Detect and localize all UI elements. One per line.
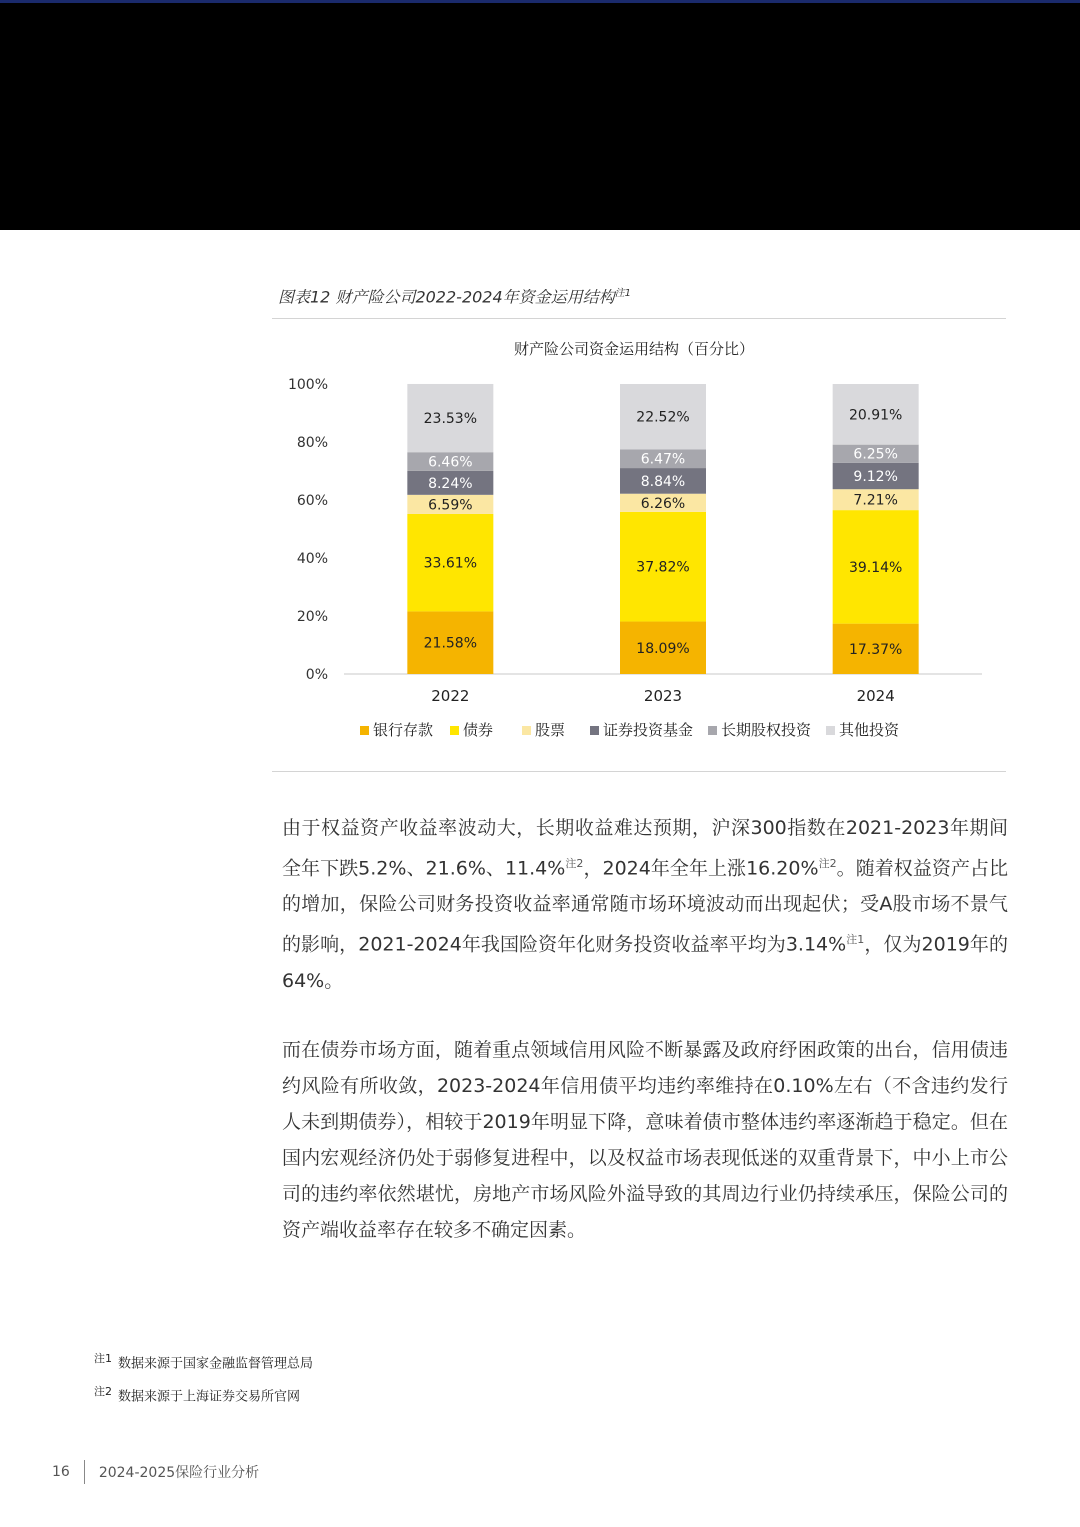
legend-swatch (590, 726, 599, 735)
legend-swatch (826, 726, 835, 735)
bar-value-label: 23.53% (423, 411, 478, 428)
header-banner (0, 0, 1080, 230)
footnote-1-mark: 注1 (94, 1352, 112, 1365)
footnote-ref: 注1 (846, 933, 865, 947)
y-tick-label: 20% (296, 609, 328, 625)
footnote-ref: 注2 (565, 857, 584, 870)
page-footer (52, 1460, 259, 1484)
y-tick-label: 40% (296, 551, 328, 567)
bar-value-label: 18.09% (636, 640, 690, 657)
paragraph-equity (282, 810, 1008, 999)
bar-value-label: 37.82% (636, 559, 690, 576)
footnote-2-text: 数据来源于上海证券交易所官网 (118, 1389, 301, 1405)
header-accent-line (0, 0, 1080, 3)
bar-value-label: 21.58% (423, 635, 478, 652)
bar-value-label: 7.21% (853, 492, 898, 509)
y-tick-label: 0% (305, 667, 328, 683)
bar-value-label: 20.91% (848, 407, 903, 424)
legend-swatch (522, 726, 531, 735)
bar-value-label: 6.26% (640, 495, 686, 512)
figure-caption (278, 284, 631, 307)
y-tick-label: 60% (296, 493, 328, 509)
paragraph-bond: 而在债券市场方面，随着重点领域信用风险不断暴露及政府纾困政策的出台，信用债违约风险有所收敛，2023-2024年信用债平均违约率维持在0.10%左右（不含违约发行人未到期债券），相较于2019年明显下降，意味着债市整体违约率逐渐趋于稳定。但在国内宏观经济仍处于弱修复进程中，以及权益市场表现低迷的双重背景下，中小上市公司的违约率依然堪忧，房地产市场风险外溢导致的其周边行业仍持续承压，保险公司的资产端收益率存在较多不确定因素。 (282, 1039, 1008, 1241)
footnote-2 (94, 1383, 300, 1404)
paragraph-equity-part-a: 由于权益资产收益率波动大，长期收益难达预期，沪深300指数在2021-2023年期间全年下跌5.2%、21.6%、11.4% (282, 817, 1008, 880)
x-tick-label: 2023 (643, 687, 683, 705)
legend-label: 其他投资 (839, 721, 900, 739)
legend-label: 债券 (463, 721, 494, 739)
figure-bottom-rule (272, 771, 1006, 772)
bar-value-label: 6.46% (428, 454, 473, 471)
stacked-bar-chart (272, 320, 1006, 770)
legend-label: 银行存款 (373, 721, 434, 739)
bar-value-label: 17.37% (848, 641, 903, 658)
paragraph-equity-part-d: ，仅为2019年的64%。 (282, 933, 1008, 992)
bar-value-label: 6.47% (640, 451, 686, 468)
footnote-1-text: 数据来源于国家金融监督管理总局 (118, 1356, 314, 1372)
paragraph-equity-part-c: 。随着权益资产占比的增加，保险公司财务投资收益率通常随市场环境波动而出现起伏；受A股市场不景气的影响，2021-2024年我国险资年化财务投资收益率平均为3.14% (282, 857, 1008, 956)
chart-title: 财产险公司资金运用结构（百分比） (513, 340, 755, 358)
legend-swatch (360, 726, 369, 735)
legend-swatch (708, 726, 717, 735)
page-number: 16 (52, 1464, 70, 1480)
paragraph-equity-part-b: ，2024年全年上涨16.20% (583, 857, 819, 880)
legend-label: 证券投资基金 (603, 721, 694, 739)
legend-label: 长期股权投资 (721, 721, 812, 739)
footnote-2-mark: 注2 (94, 1385, 112, 1398)
x-tick-label: 2022 (431, 687, 470, 705)
bar-value-label: 8.24% (428, 475, 473, 492)
footer-title: 2024-2025保险行业分析 (98, 1465, 260, 1481)
bar-value-label: 9.12% (853, 468, 898, 485)
x-tick-label: 2024 (856, 687, 895, 705)
bar-value-label: 6.59% (428, 497, 473, 514)
bar-value-label: 6.25% (853, 446, 898, 463)
figure-caption-text: 图表12 财产险公司2022-2024年资金运用结构 (278, 287, 615, 307)
figure-caption-note: 注1 (614, 288, 632, 299)
y-tick-label: 100% (287, 377, 328, 393)
footnote-ref: 注2 (818, 857, 837, 870)
bar-value-label: 22.52% (636, 409, 690, 426)
bar-value-label: 33.61% (423, 555, 478, 572)
bar-value-label: 39.14% (848, 559, 903, 576)
y-tick-label: 80% (296, 435, 328, 451)
footnote-1 (94, 1350, 313, 1371)
legend-swatch (450, 726, 459, 735)
footer-divider (84, 1460, 85, 1484)
figure-top-rule (272, 318, 1006, 319)
legend-label: 股票 (535, 721, 566, 739)
bar-value-label: 8.84% (640, 473, 686, 490)
